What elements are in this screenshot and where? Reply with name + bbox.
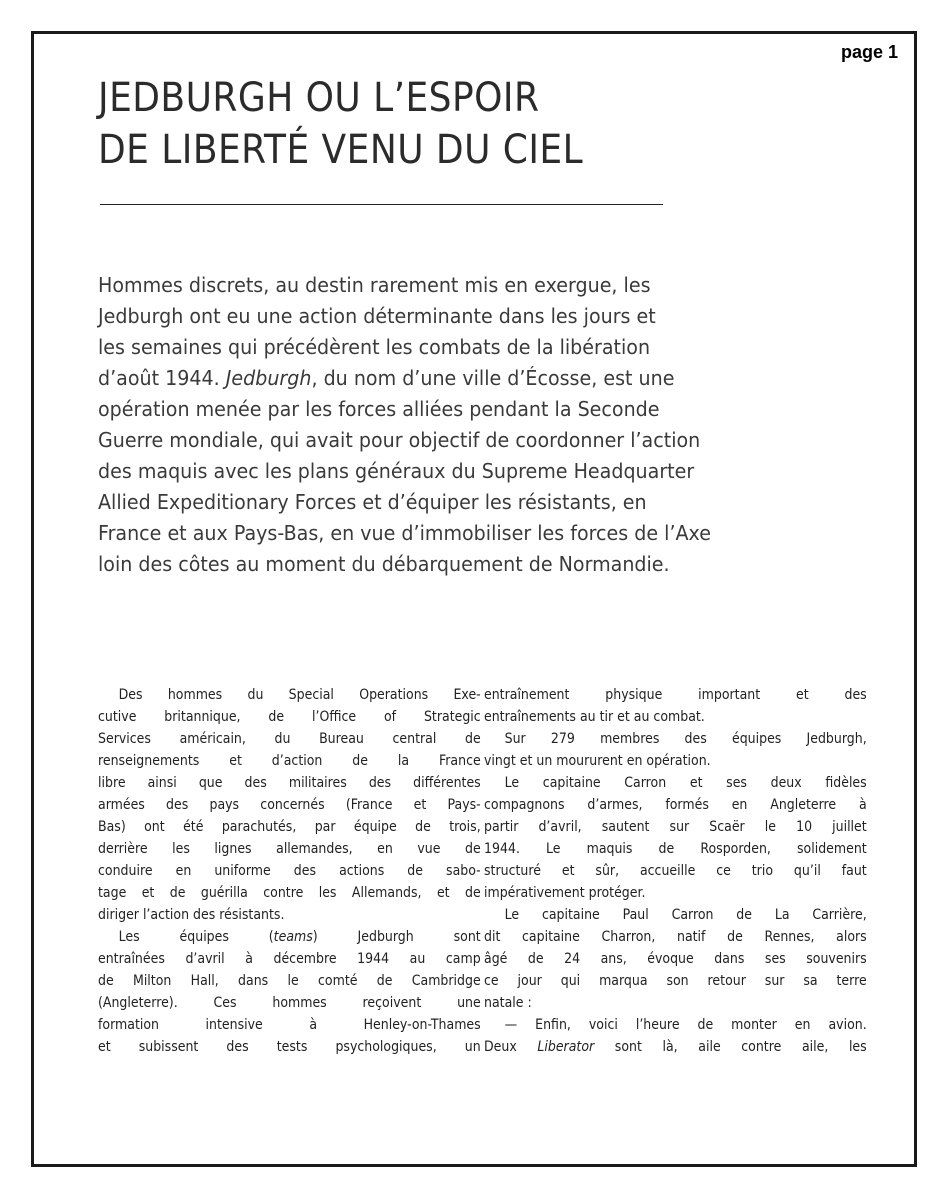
intro-paragraph [98, 270, 842, 580]
body-line: entraînements au tir et au combat. [484, 708, 705, 725]
body-line: armées des pays concernés (France et Pays- [98, 796, 481, 813]
intro-line: Allied Expeditionary Forces et d’équiper les résistants, en [98, 490, 647, 514]
intro-line: Hommes discrets, au destin rarement mis en exergue, les [98, 273, 651, 297]
intro-line: des maquis avec les plans généraux du Supreme Headquarter [98, 459, 695, 483]
title-underline-rule [100, 204, 663, 205]
body-line: Services américain, du Bureau central de [98, 730, 481, 747]
body-line [484, 1036, 867, 1058]
intro-line: France et aux Pays-Bas, en vue d’immobiliser les forces de l’Axe [98, 521, 711, 545]
intro-line: loin des côtes au moment du débarquement de Normandie. [98, 552, 670, 576]
body-line: partir d’avril, sautent sur Scaër le 10 juillet [484, 818, 867, 835]
intro-line: opération menée par les forces alliées pendant la Seconde [98, 397, 660, 421]
body-line: derrière les lignes allemandes, en vue de [98, 840, 481, 857]
body-text: Deux [484, 1038, 538, 1055]
body-line: Le capitaine Carron et ses deux fidèles [504, 774, 867, 791]
body-line: Le capitaine Paul Carron de La Carrière, [504, 906, 867, 923]
article-title [98, 72, 583, 176]
body-line: conduire en uniforme des actions de sabo- [98, 862, 481, 879]
body-line: structuré et sûr, accueille ce trio qu’il faut [484, 862, 867, 879]
body-line: vingt et un moururent en opération. [484, 752, 711, 769]
intro-line: Jedburgh ont eu une action déterminante dans les jours et [98, 304, 656, 328]
body-column-left [98, 684, 481, 1058]
title-line-2: DE LIBERTÉ VENU DU CIEL [98, 127, 584, 173]
body-line: renseignements et d’action de la France [98, 752, 481, 769]
intro-line: Guerre mondiale, qui avait pour objectif de coordonner l’action [98, 428, 701, 452]
body-column-right [484, 684, 867, 1058]
intro-line [98, 363, 842, 394]
body-line: diriger l’action des résistants. [98, 906, 285, 923]
body-line: Des hommes du Special Operations Exe- [118, 686, 481, 703]
document-frame [31, 31, 917, 1167]
body-line: impérativement protéger. [484, 884, 646, 901]
body-line: (Angleterre). Ces hommes reçoivent une [98, 994, 481, 1011]
body-italic-teams: teams [273, 928, 313, 945]
body-line: formation intensive à Henley-on-Thames [98, 1016, 481, 1033]
intro-text: d’août 1944. [98, 366, 226, 390]
body-line: et subissent des tests psychologiques, un [98, 1038, 481, 1055]
body-line: entraînées d’avril à décembre 1944 au camp [98, 950, 481, 967]
body-italic-liberator: Liberator [537, 1038, 595, 1055]
body-line: — Enfin, voici l’heure de monter en avion. [504, 1016, 867, 1033]
body-line: âgé de 24 ans, évoque dans ses souvenirs [484, 950, 867, 967]
body-line: natale : [484, 994, 532, 1011]
intro-text: , du nom d’une ville d’Écosse, est une [311, 366, 675, 390]
body-line: entraînement physique important et des [484, 686, 867, 703]
body-line: dit capitaine Charron, natif de Rennes, alors [484, 928, 867, 945]
intro-line: les semaines qui précédèrent les combats de la libération [98, 335, 651, 359]
body-line: cutive britannique, de l’Office of Strategic [98, 708, 481, 725]
body-line: Sur 279 membres des équipes Jedburgh, [504, 730, 867, 747]
body-line: de Milton Hall, dans le comté de Cambridge [98, 972, 481, 989]
body-text: Les équipes ( [118, 928, 274, 945]
body-line: tage et de guérilla contre les Allemands, et de [98, 884, 481, 901]
body-line: ce jour qui marqua son retour sur sa terre [484, 972, 867, 989]
body-text: ) Jedburgh sont [312, 928, 481, 945]
intro-italic-jedburgh: Jedburgh [225, 366, 312, 390]
body-line [98, 926, 481, 948]
body-line: libre ainsi que des militaires des différentes [98, 774, 481, 791]
body-line: compagnons d’armes, formés en Angleterre à [484, 796, 867, 813]
body-line: Bas) ont été parachutés, par équipe de trois, [98, 818, 481, 835]
body-text: sont là, aile contre aile, les [594, 1038, 867, 1055]
page-number-label: page 1 [840, 42, 898, 62]
title-line-1: JEDBURGH OU L’ESPOIR [98, 75, 540, 121]
body-line: 1944. Le maquis de Rosporden, solidement [484, 840, 867, 857]
